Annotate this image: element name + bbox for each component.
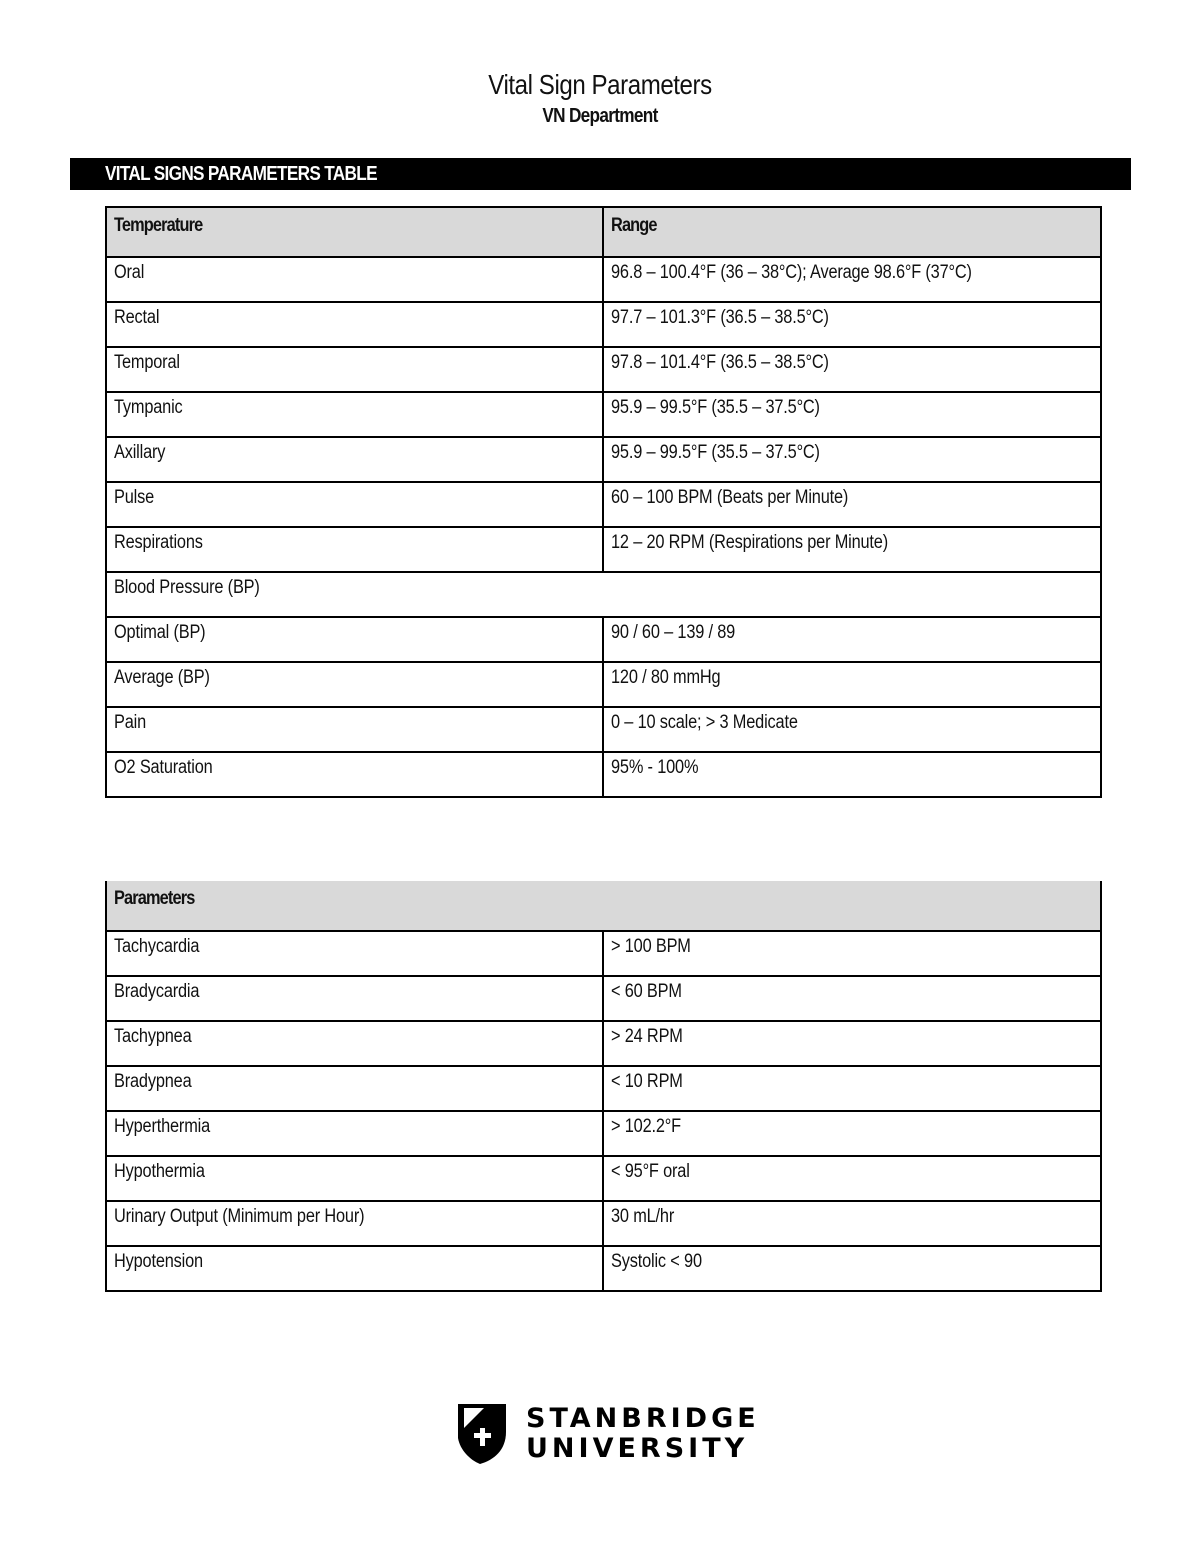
document-subtitle: VN Department bbox=[542, 105, 658, 127]
row-label: Oral bbox=[106, 257, 603, 302]
row-value: 30 mL/hr bbox=[603, 1201, 1101, 1246]
table-row bbox=[106, 1066, 1101, 1111]
table-row bbox=[106, 1111, 1101, 1156]
row-label: Blood Pressure (BP) bbox=[106, 572, 1101, 617]
row-value: 12 – 20 RPM (Respirations per Minute) bbox=[603, 527, 1101, 572]
row-label: O2 Saturation bbox=[106, 752, 603, 797]
row-value: 95.9 – 99.5°F (35.5 – 37.5°C) bbox=[603, 437, 1101, 482]
logo-line-1: STANBRIDGE bbox=[526, 1403, 760, 1434]
parameters-table bbox=[105, 881, 1102, 1292]
row-label: Tympanic bbox=[106, 392, 603, 437]
shield-logo-icon bbox=[456, 1402, 508, 1466]
table-row bbox=[106, 302, 1101, 347]
row-value: 96.8 – 100.4°F (36 – 38°C); Average 98.6°F (37°C) bbox=[603, 257, 1101, 302]
row-value: 0 – 10 scale; > 3 Medicate bbox=[603, 707, 1101, 752]
table-row-blood-pressure-heading bbox=[106, 572, 1101, 617]
row-value: > 24 RPM bbox=[603, 1021, 1101, 1066]
row-label: Average (BP) bbox=[106, 662, 603, 707]
row-value: < 95°F oral bbox=[603, 1156, 1101, 1201]
row-value: > 102.2°F bbox=[603, 1111, 1101, 1156]
row-label: Rectal bbox=[106, 302, 603, 347]
row-value: 90 / 60 – 139 / 89 bbox=[603, 617, 1101, 662]
table-header-row bbox=[106, 207, 1101, 257]
table-row bbox=[106, 482, 1101, 527]
table-row bbox=[106, 1201, 1101, 1246]
table-row bbox=[106, 662, 1101, 707]
row-label: Bradycardia bbox=[106, 976, 603, 1021]
row-label: Temporal bbox=[106, 347, 603, 392]
table-row bbox=[106, 752, 1101, 797]
university-logo bbox=[456, 1400, 760, 1470]
document-title: Vital Sign Parameters bbox=[488, 69, 712, 100]
row-label: Hypotension bbox=[106, 1246, 603, 1291]
header-cell-range: Range bbox=[603, 207, 1101, 257]
row-value: 120 / 80 mmHg bbox=[603, 662, 1101, 707]
table-row bbox=[106, 257, 1101, 302]
table-row bbox=[106, 617, 1101, 662]
row-value: Systolic < 90 bbox=[603, 1246, 1101, 1291]
table-row bbox=[106, 437, 1101, 482]
table-row bbox=[106, 527, 1101, 572]
table-row bbox=[106, 347, 1101, 392]
table-row bbox=[106, 1246, 1101, 1291]
row-value: 95.9 – 99.5°F (35.5 – 37.5°C) bbox=[603, 392, 1101, 437]
row-label: Hypothermia bbox=[106, 1156, 603, 1201]
section-header-bar bbox=[70, 158, 1131, 190]
header-cell-temperature: Temperature bbox=[106, 207, 603, 257]
section-header-label: VITAL SIGNS PARAMETERS TABLE bbox=[105, 163, 377, 185]
row-value: 97.7 – 101.3°F (36.5 – 38.5°C) bbox=[603, 302, 1101, 347]
table-row bbox=[106, 931, 1101, 976]
row-label: Respirations bbox=[106, 527, 603, 572]
row-value: < 60 BPM bbox=[603, 976, 1101, 1021]
row-label: Pulse bbox=[106, 482, 603, 527]
row-value: < 10 RPM bbox=[603, 1066, 1101, 1111]
row-label: Tachycardia bbox=[106, 931, 603, 976]
table-row bbox=[106, 1156, 1101, 1201]
row-value: 60 – 100 BPM (Beats per Minute) bbox=[603, 482, 1101, 527]
row-label: Hyperthermia bbox=[106, 1111, 603, 1156]
table-row bbox=[106, 392, 1101, 437]
table-row bbox=[106, 1021, 1101, 1066]
header-cell-parameters: Parameters bbox=[106, 881, 1101, 931]
row-value: 95% - 100% bbox=[603, 752, 1101, 797]
row-label: Urinary Output (Minimum per Hour) bbox=[106, 1201, 603, 1246]
row-value: 97.8 – 101.4°F (36.5 – 38.5°C) bbox=[603, 347, 1101, 392]
row-label: Pain bbox=[106, 707, 603, 752]
row-value: > 100 BPM bbox=[603, 931, 1101, 976]
vital-signs-table bbox=[105, 206, 1102, 798]
logo-wordmark bbox=[526, 1404, 760, 1464]
row-label: Optimal (BP) bbox=[106, 617, 603, 662]
logo-line-2: UNIVERSITY bbox=[526, 1433, 749, 1464]
table-header-row bbox=[106, 881, 1101, 931]
table-row bbox=[106, 707, 1101, 752]
row-label: Axillary bbox=[106, 437, 603, 482]
row-label: Bradypnea bbox=[106, 1066, 603, 1111]
table-row bbox=[106, 976, 1101, 1021]
row-label: Tachypnea bbox=[106, 1021, 603, 1066]
